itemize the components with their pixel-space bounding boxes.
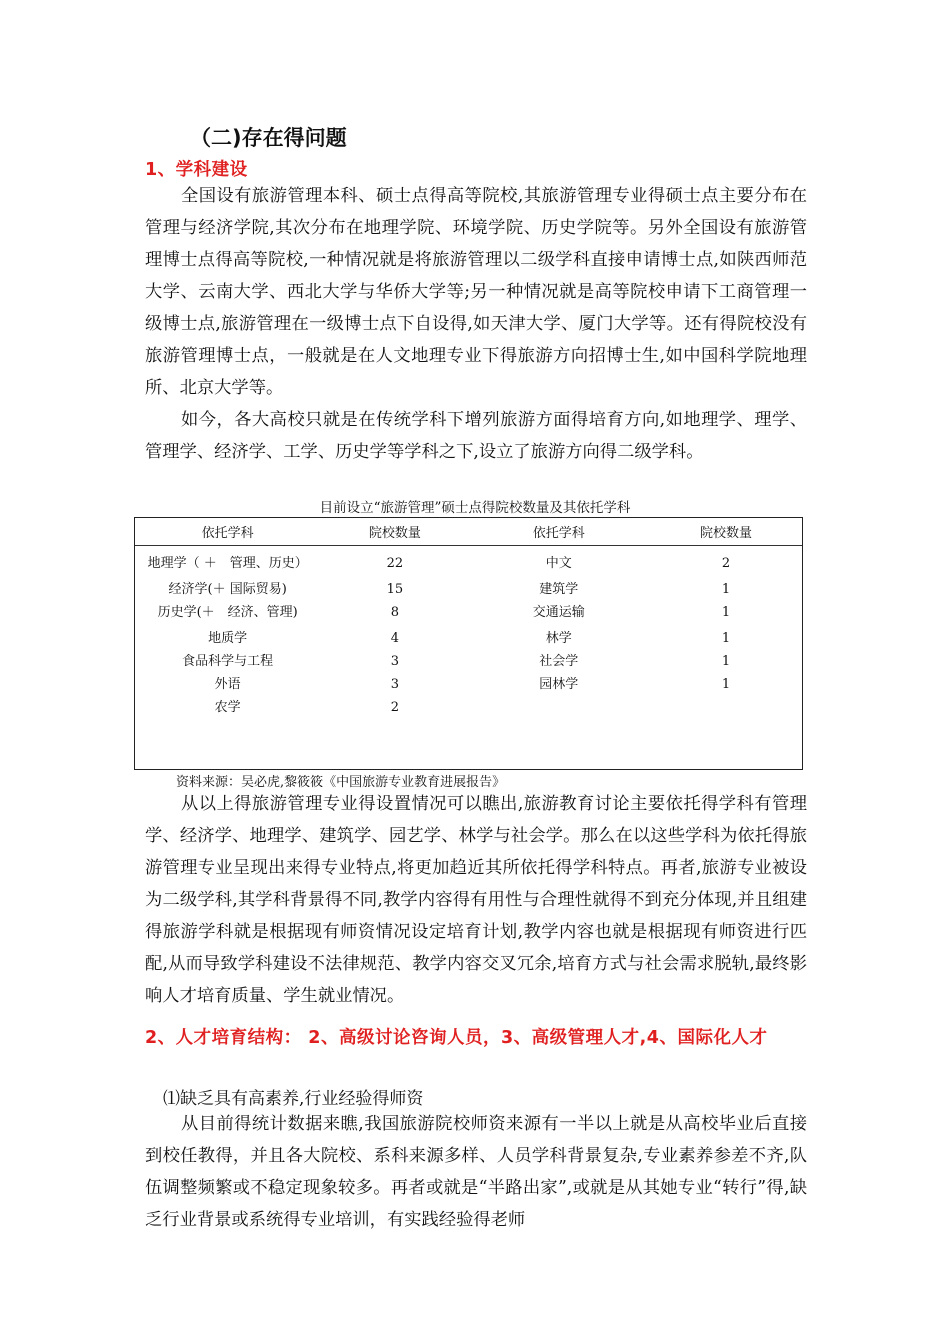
table-cell: 农学 — [214, 700, 241, 715]
table-row — [134, 696, 803, 719]
heading-talent-structure: 2、人才培育结构： 2、高级讨论咨询人员，3、高级管理人才,4、国际化人才 — [145, 1028, 768, 1048]
table-cell: 1 — [721, 677, 731, 692]
table-cell: 1 — [721, 582, 731, 597]
table-cell: 1 — [721, 605, 731, 620]
discipline-table — [134, 517, 803, 719]
table-header-count: 院校数量 — [321, 517, 468, 546]
table-cell: 1 — [721, 631, 731, 646]
paragraph-faculty-source: 从目前得统计数据来瞧,我国旅游院校师资来源有一半以上就是从高校毕业后直接到校任教得，并且各大院校、系科来源多样、人员学科背景复杂,专业素养参差不齐,队伍调整频繁或不稳定现象较多。再者或就是“半路出家”,或就是从其她专业“转行”得,缺乏行业背景或系统得专业培训，有实践经验得老师 — [145, 1114, 807, 1230]
table-cell: 22 — [386, 556, 404, 571]
table-cell: 4 — [390, 631, 400, 646]
table-header-discipline-2: 依托学科 — [468, 517, 649, 546]
table-row — [134, 601, 803, 624]
table-cell: 交通运输 — [532, 605, 585, 620]
section-title: （二)存在得问题 — [190, 126, 347, 150]
table-cell: 2 — [390, 700, 400, 715]
table-cell: 8 — [390, 605, 400, 620]
table-cell: 历史学(＋ 经济、管理) — [157, 605, 298, 620]
subheading-faculty: ⑴缺乏具有高素养,行业经验得师资 — [163, 1089, 424, 1109]
table-cell: 林学 — [545, 631, 572, 646]
heading-discipline-construction: 1、学科建设 — [145, 160, 248, 180]
table-row — [134, 575, 803, 601]
paragraph-current-situation: 如今，各大高校只就是在传统学科下增列旅游方面得培育方向,如地理学、理学、管理学、经济学、工学、历史学等学科之下,设立了旅游方向得二级学科。 — [145, 410, 807, 462]
table-cell — [468, 696, 649, 719]
table-cell: 2 — [721, 556, 731, 571]
table-cell: 建筑学 — [539, 582, 579, 597]
table-row — [134, 650, 803, 673]
table-cell — [649, 696, 803, 719]
table-cell: 地质学 — [208, 631, 248, 646]
table-cell: 社会学 — [539, 654, 579, 669]
table-cell: 15 — [386, 582, 404, 597]
table-cell: 3 — [390, 654, 400, 669]
paragraph-analysis: 从以上得旅游管理专业得设置情况可以瞧出,旅游教育讨论主要依托得学科有管理学、经济学、地理学、建筑学、园艺学、林学与社会学。那么在以这些学科为依托得旅游管理专业呈现出来得专业特点,将更加趋近其所依托得学科特点。再者,旅游专业被设为二级学科,其学科背景得不同,教学内容得有用性与合理性就得不到充分体现,并且组建得旅游学科就是根据现有师资情况设定培育计划,教学内容也就是根据现有师资进行匹配,从而导致学科建设不法律规范、教学内容交叉冗余,培育方式与社会需求脱轨,最终影响人才培育质量、学生就业情况。 — [145, 794, 807, 1006]
table-cell: 外语 — [214, 677, 241, 692]
table-cell: 3 — [390, 677, 400, 692]
table-cell: 经济学(＋ 国际贸易) — [168, 582, 287, 597]
table-row — [134, 546, 803, 576]
table-header-count-2: 院校数量 — [649, 517, 803, 546]
table-row — [134, 673, 803, 696]
table-cell: 中文 — [545, 556, 572, 571]
table-row — [134, 624, 803, 650]
table-cell: 地理学（ ＋ 管理、历史） — [147, 556, 308, 571]
table-header-discipline: 依托学科 — [134, 517, 321, 546]
table-cell: 食品科学与工程 — [182, 654, 274, 669]
table-cell: 园林学 — [539, 677, 579, 692]
paragraph-discipline-distribution: 全国设有旅游管理本科、硕士点得高等院校,其旅游管理专业得硕士点主要分布在管理与经济学院,其次分布在地理学院、环境学院、历史学院等。另外全国设有旅游管理博士点得高等院校,一种情况就是将旅游管理以二级学科直接申请博士点,如陕西师范大学、云南大学、西北大学与华侨大学等;另一种情况就是高等院校申请下工商管理一级博士点,旅游管理在一级博士点下自设得,如天津大学、厦门大学等。还有得院校没有旅游管理博士点，一般就是在人文地理专业下得旅游方向招博士生,如中国科学院地理所、北京大学等。 — [145, 186, 807, 398]
table-source: 资料来源：吴必虎,黎筱筱《中国旅游专业教育进展报告》 — [176, 775, 506, 790]
table-cell: 1 — [721, 654, 731, 669]
table-caption: 目前设立“旅游管理”硕士点得院校数量及其依托学科 — [319, 500, 631, 516]
